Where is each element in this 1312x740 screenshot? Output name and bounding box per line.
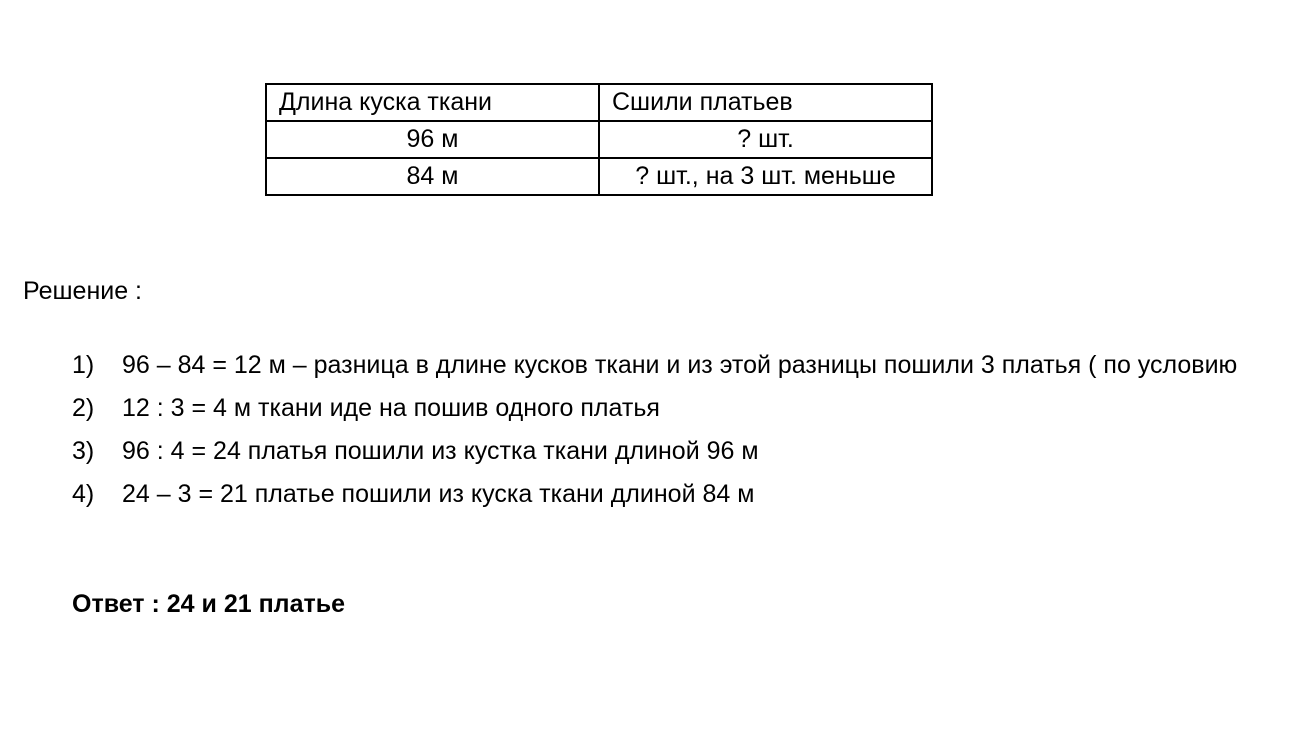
list-item	[72, 387, 1272, 430]
list-item	[72, 430, 1272, 473]
answer-text: Ответ : 24 и 21 платье	[72, 590, 345, 618]
table-cell: ? шт., на 3 шт. меньше	[599, 158, 932, 195]
step-text: 96 : 4 = 24 платья пошили из кустка ткани длиной 96 м	[122, 437, 759, 465]
table-cell: 84 м	[266, 158, 599, 195]
table-header-row	[266, 84, 932, 121]
table-row	[266, 158, 932, 195]
step-text: 96 – 84 = 12 м – разница в длине кусков ткани и из этой разницы пошили 3 платья ( по условию	[122, 351, 1238, 379]
list-item	[72, 473, 1272, 516]
list-item	[72, 344, 1272, 387]
solution-heading: Решение :	[23, 277, 143, 305]
table-cell: 96 м	[266, 121, 599, 158]
table-cell: ? шт.	[599, 121, 932, 158]
problem-table	[265, 83, 933, 196]
solution-steps	[72, 344, 1272, 516]
header-dresses-sewn: Сшили платьев	[599, 84, 932, 121]
step-number: 4)	[72, 480, 95, 508]
step-text: 12 : 3 = 4 м ткани иде на пошив одного платья	[122, 394, 660, 422]
step-text: 24 – 3 = 21 платье пошили из куска ткани длиной 84 м	[122, 480, 755, 508]
step-number: 1)	[72, 351, 95, 379]
header-fabric-length: Длина куска ткани	[266, 84, 599, 121]
step-number: 3)	[72, 437, 95, 465]
table-row	[266, 121, 932, 158]
step-number: 2)	[72, 394, 95, 422]
